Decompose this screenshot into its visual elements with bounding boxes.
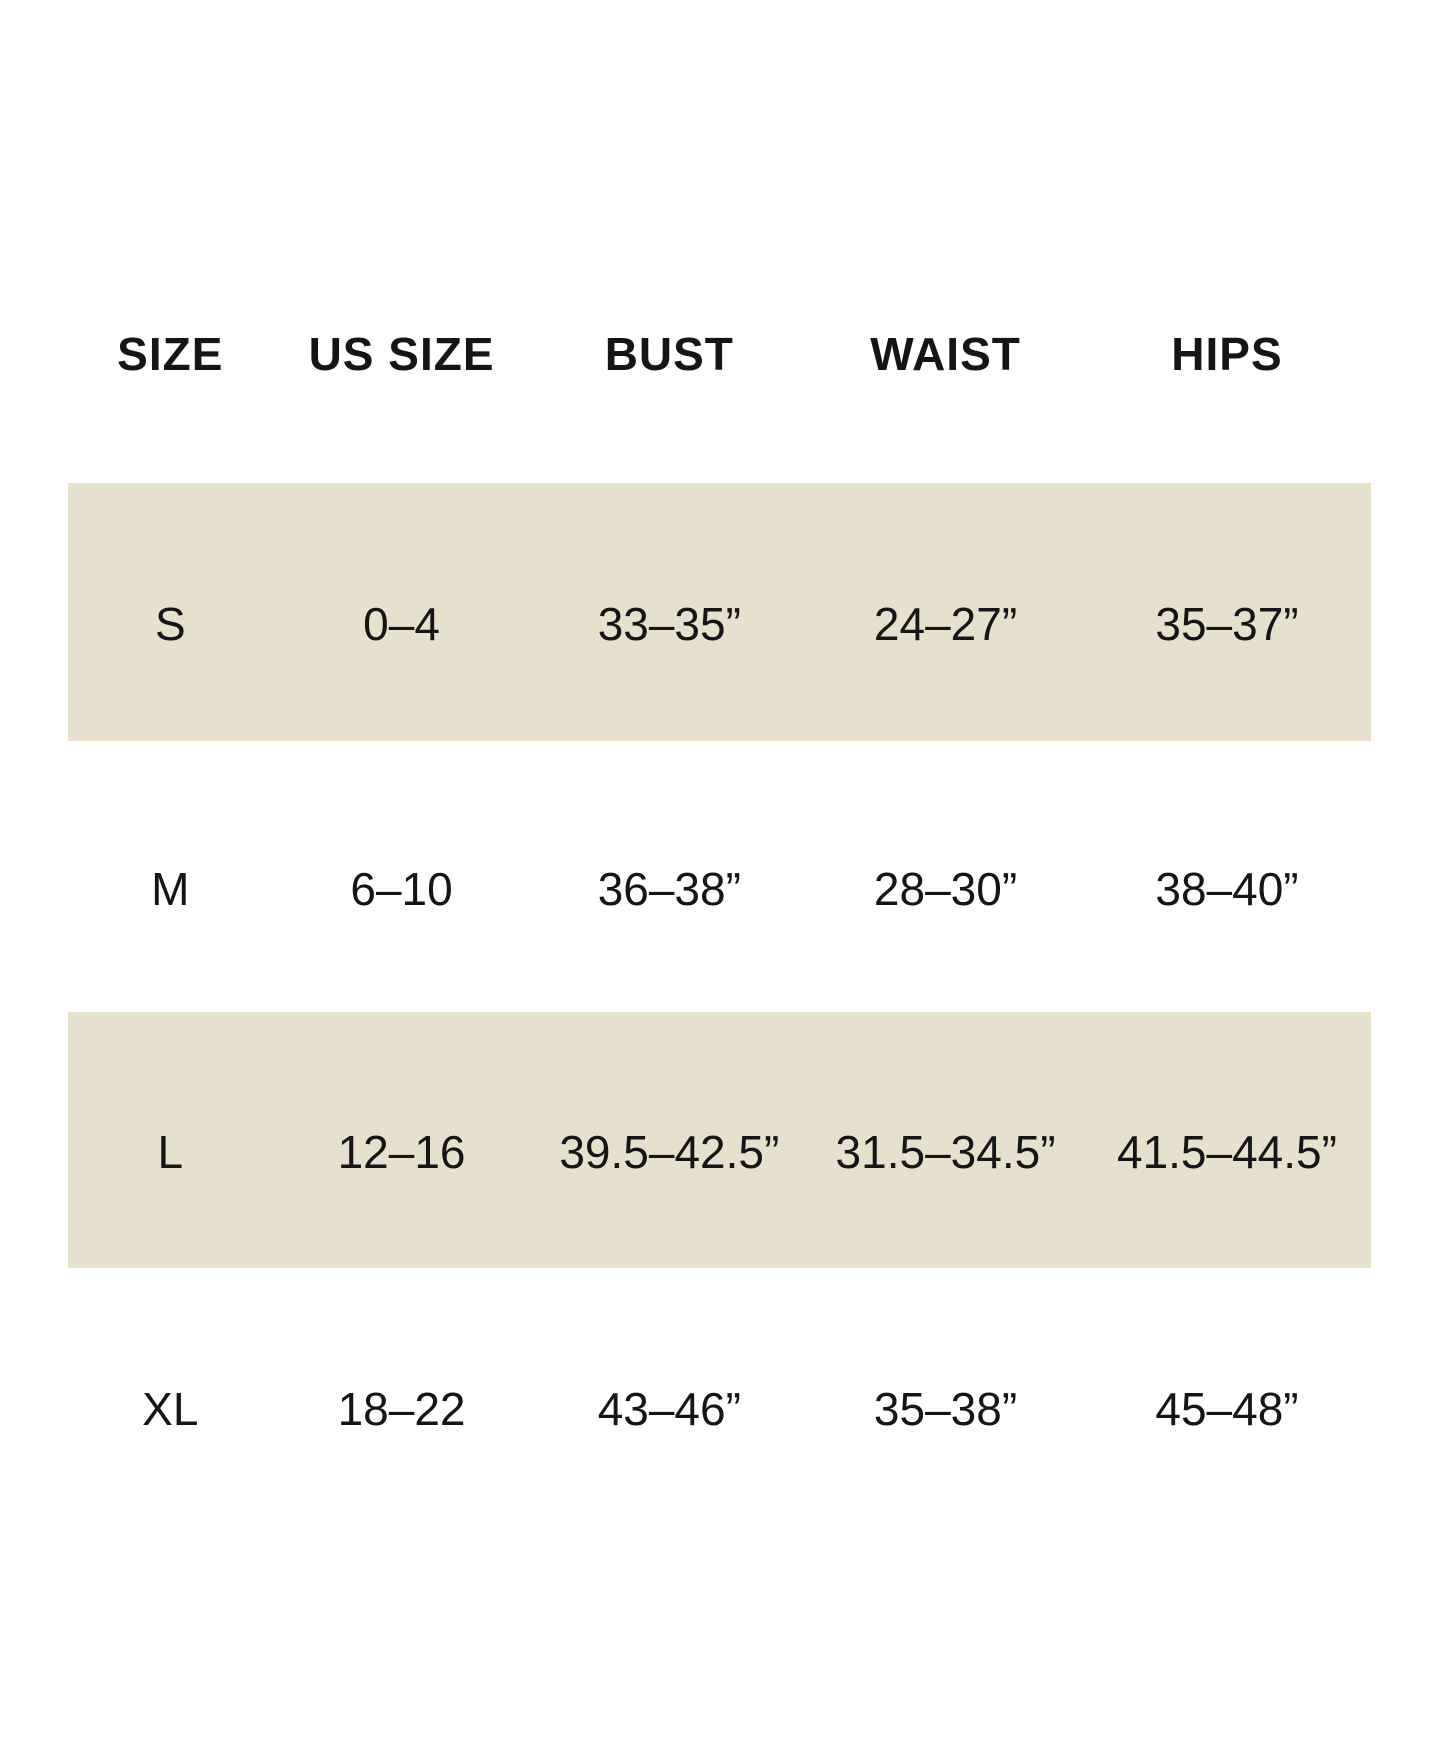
header-size: SIZE [117,328,224,380]
cell-bust: 33–35” [597,598,741,650]
cell-us-size: 0–4 [363,598,440,650]
cell-waist: 35–38” [873,1383,1018,1435]
table-row-s [68,483,1371,741]
cell-us-size: 18–22 [337,1383,466,1435]
header-bust: BUST [604,328,734,380]
cell-bust: 43–46” [597,1383,741,1435]
header-hips: HIPS [1171,328,1283,380]
cell-size-label: S [154,598,186,650]
cell-bust: 36–38” [597,862,741,915]
cell-hips: 45–48” [1155,1383,1299,1435]
table-row-xl [68,1268,1371,1526]
cell-waist: 28–30” [873,862,1018,915]
cell-bust: 39.5–42.5” [559,1126,780,1178]
cell-size-label: XL [142,1383,199,1435]
cell-size-label: M [151,862,190,915]
cell-waist: 31.5–34.5” [835,1126,1056,1178]
table-row-l [68,1012,1371,1268]
table-row-m [68,741,1371,1012]
cell-size-label: L [157,1126,184,1178]
cell-hips: 38–40” [1155,862,1299,915]
cell-waist: 24–27” [873,598,1018,650]
cell-hips: 41.5–44.5” [1116,1126,1337,1178]
header-us-size: US SIZE [308,328,495,380]
cell-us-size: 12–16 [337,1126,466,1178]
header-waist: WAIST [870,328,1021,380]
cell-hips: 35–37” [1155,598,1299,650]
cell-us-size: 6–10 [350,862,453,915]
table-header-row [68,225,1371,483]
